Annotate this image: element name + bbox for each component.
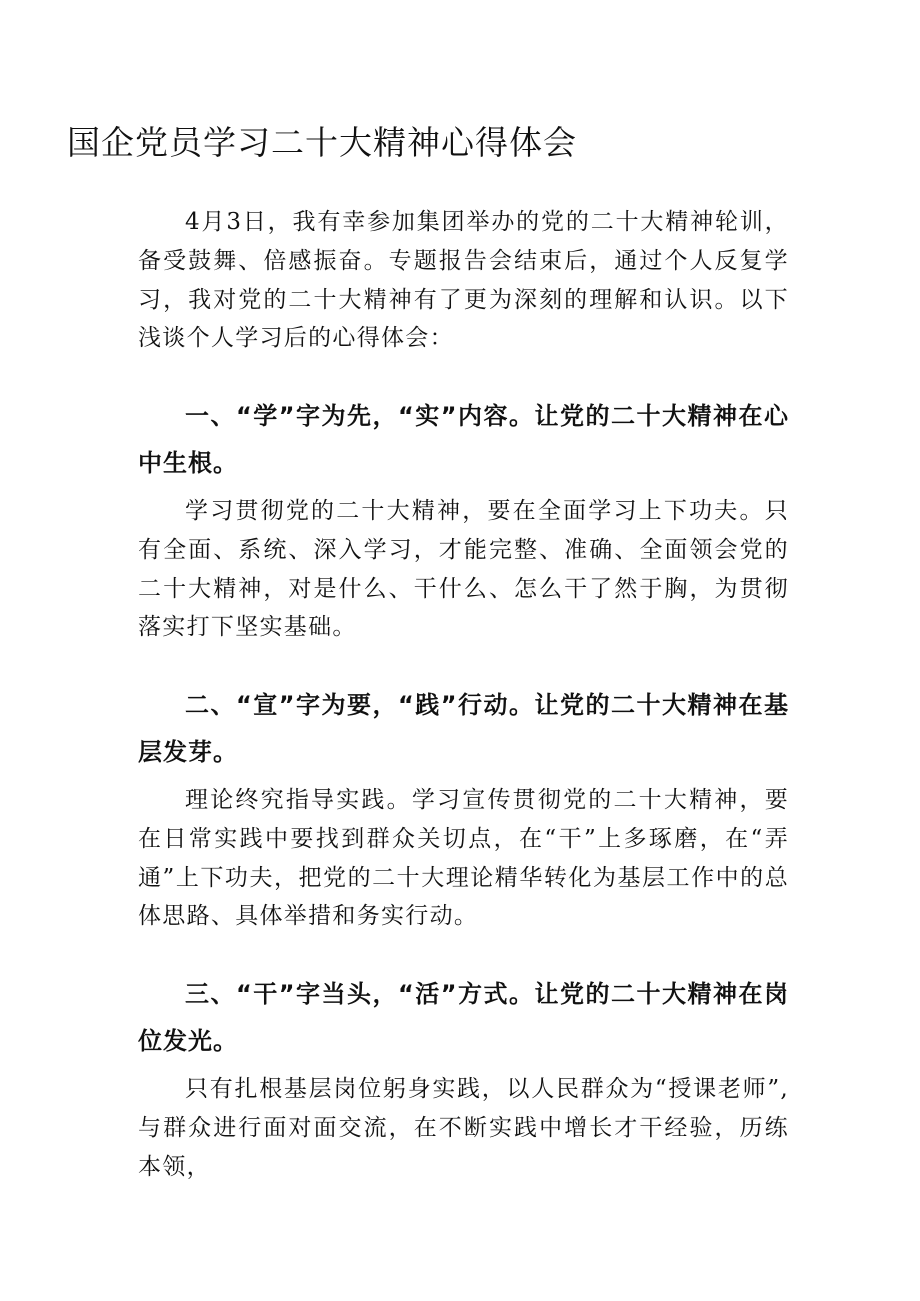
document-title: 国企党员学习二十大精神心得体会 [67, 123, 577, 162]
section-2-paragraph: 理论终究指导实践。学习宣传贯彻党的二十大精神，要在日常实践中要找到群众关切点，在“干”上多琢磨，在“弄通”上下功夫，把党的二十大理论精华转化为基层工作中的总体思路、具体举措和务实行动。 [138, 787, 789, 930]
section-1-paragraph: 学习贯彻党的二十大精神，要在全面学习上下功夫。只有全面、系统、深入学习，才能完整、准确、全面领会党的二十大精神，对是什么、干什么、怎么干了然于胸，为贯彻落实打下坚实基础。 [138, 498, 789, 641]
section-heading-3: 三、“干”字当头，“活”方式。让党的二十大精神在岗位发光。 [138, 980, 789, 1055]
intro-paragraph: 4月3日，我有幸参加集团举办的党的二十大精神轮训，备受鼓舞、倍感振奋。专题报告会结束后，通过个人反复学习，我对党的二十大精神有了更为深刻的理解和认识。以下浅谈个人学习后的心得体会： [138, 209, 789, 352]
section-3-paragraph: 只有扎根基层岗位躬身实践，以人民群众为“授课老师”,与群众进行面对面交流，在不断实践中增长才干经验，历练本领， [138, 1076, 789, 1180]
section-heading-2: 二、“宣”字为要，“践”行动。让党的二十大精神在基层发芽。 [138, 691, 789, 766]
section-heading-1: 一、“学”字为先，“实”内容。让党的二十大精神在心中生根。 [138, 402, 789, 477]
